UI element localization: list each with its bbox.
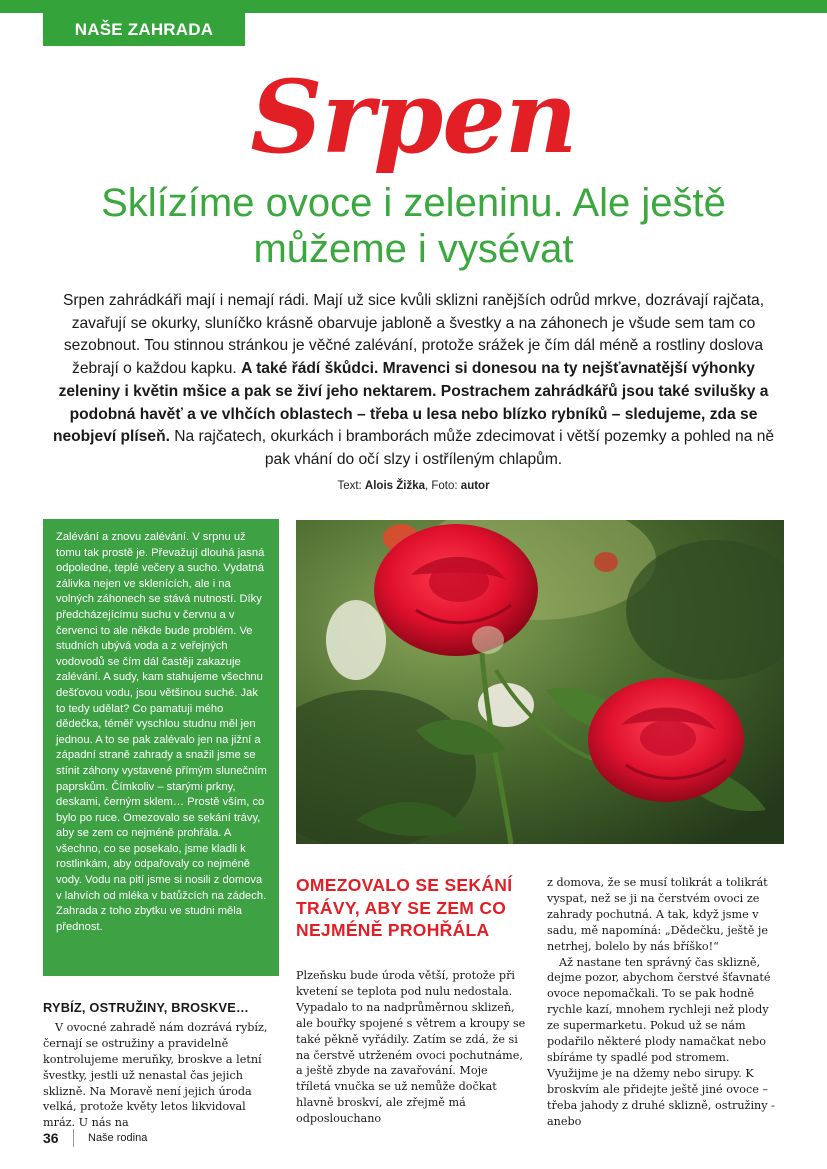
- footer-divider: [73, 1129, 74, 1147]
- page-number: 36: [43, 1130, 59, 1146]
- article-column-left: [43, 1000, 279, 1131]
- byline: [0, 480, 827, 492]
- body-paragraph: Plzeňsku bude úroda větší, protože při kvetení se teplota pod nulu nedostala. Vypadalo to na nadprůměrnou sklizeň, ale bouřky spojené s větrem a kroupy se také pěkně vyřádily. Zatím se zdá, že si na čerstvě utrženém ovoci pochutnáme, a ještě zbyde na zavařování. Moje tříletá vnučka se už nemůže dočkat hlavně broskví, ale zřejmě má odposlouchano: [296, 969, 526, 1126]
- intro-text-plain: Srpen zahrádkáři mají i nemají rádi. Mají už sice kvůli sklizni ranějších odrůd mrkve, dozrávají rajčata, zavařují se okurky, sluníčko krásně obarvuje jabloně a švestky a na záhonech je všude sem tam co sezobnout. Tou stinnou stránkou je věčné zalévání, protože srážek je čím dál méně a rostliny doslova žebrají o každou kapku.: [62, 292, 765, 378]
- body-paragraph: z domova, že se musí tolikrát a tolikrát vyspat, než se ji na čerstvém ovoci ze zahrady pochutná. A tak, když jsme v sadu, mě napomíná: „Dědečku, ještě je netrhej, bolelo by nás bříško!“: [547, 876, 768, 953]
- body-paragraph: V ovocné zahradě nám dozrává rybíz, černají se ostružiny a pravidelně kontrolujeme meruňky, broskve a letní švestky, jestli už nenastal čas jejich sklizně. Na Moravě není jejich úroda velká, protože květy letos likvidoval mráz. U nás na: [43, 1020, 268, 1130]
- top-accent-bar: [0, 0, 827, 13]
- credit-author: Alois Žižka: [364, 480, 425, 492]
- sidebar-text: Zalévání a znovu zalévání. V srpnu už tomu tak prostě je. Převažují dlouhá jasná odpoledne, teplé večery a sucho. Vydatná zálivka nejen ve sklenících, ale i na volných záhonech se stává nutností. Díky předcházejícímu suchu v červnu a v červenci to ale někde bude problém. Ve studních ubývá voda a z veřejných vodovodů se čím dál častěji zakazuje zalévání. A sudy, kam stahujeme všechnu dešťovou vodu, jsou většinou suché. Jak to tedy udělat? Co pamatuji mého dědečka, téměř vyschlou studnu měl jen jednou. A to se pak zalévalo jen na jižní a západní straně zahrady a snažil jsme se stínit záhony vystavené přímým slunečním paprskům. Čímkoliv – starými prkny, deskami, černým sklem… Prostě vším, co bylo po ruce. Omezovalo se sekání trávy, aby se zem co nejméně prohřála. A všechno, co se posekalo, jsme kladli k rostlinkám, aby odpařovaly co nejméně vody. Vodu na pití jsme si nosili z domova v lahvích od mléka v batůžcích na zádech. Zahrada z toho zbytku ve studni měla přednost.: [56, 531, 267, 933]
- sidebar-box: [43, 519, 279, 976]
- rose-photo-image: [296, 520, 784, 844]
- magazine-name: Naše rodina: [88, 1132, 148, 1144]
- credit-photo-label: , Foto:: [425, 480, 461, 492]
- page-title: Srpen: [250, 58, 577, 176]
- pullquote: OMEZOVALO SE SEKÁNÍ TRÁVY, ABY SE ZEM CO NEJMÉNĚ PROHŘÁLA: [296, 875, 513, 940]
- credit-text-label: Text:: [337, 480, 365, 492]
- intro-text-bold: A také řádí škůdci. Mravenci si donesou na ty nejšťavnatější výhonky zeleniny i květin mšice a pak se živí jeho nektarem. Postrachem zahrádkářů jsou také svilušky a podobná havěť a ve vlhčích oblastech – třeba u lesa nebo blízko rybníků – sledujeme, zda se neobjeví plíseň.: [52, 360, 769, 446]
- intro-paragraph: [50, 290, 777, 472]
- section-heading: RYBÍZ, OSTRUŽINY, BROSKVE…: [43, 1000, 249, 1015]
- intro-text-plain-end: Na rajčatech, okurkách i bramborách může zdecimovat i větší pozemky a pohled na ně pak vhání do očí slzy i ostříleným chlapům.: [169, 428, 775, 468]
- article-column-right: [547, 875, 784, 1130]
- rose-photo: [296, 520, 784, 844]
- article-column-middle: [296, 968, 526, 1127]
- page-subtitle: Sklízíme ovoce i zeleninu. Ale ještě můžeme i vysévat: [101, 181, 726, 271]
- body-paragraph: Až nastane ten správný čas sklizně, dejme pozor, abychom čerstvé šťavnaté ovoce nepomačkali. To se pak hodně rychle kazí, mnohem rychleji než plody ze supermarketu. Pokud už se nám podařilo některé plody namačkat nebo sbíráme ty spadlé pod stromem. Využijme je na džemy nebo sirupy. K broskvím ale přidejte ještě jiné ovoce – třeba jahody z druhé sklizně, ostružiny - anebo: [547, 955, 775, 1128]
- credit-photographer: autor: [460, 480, 490, 492]
- section-tab: NAŠE ZAHRADA: [43, 13, 245, 46]
